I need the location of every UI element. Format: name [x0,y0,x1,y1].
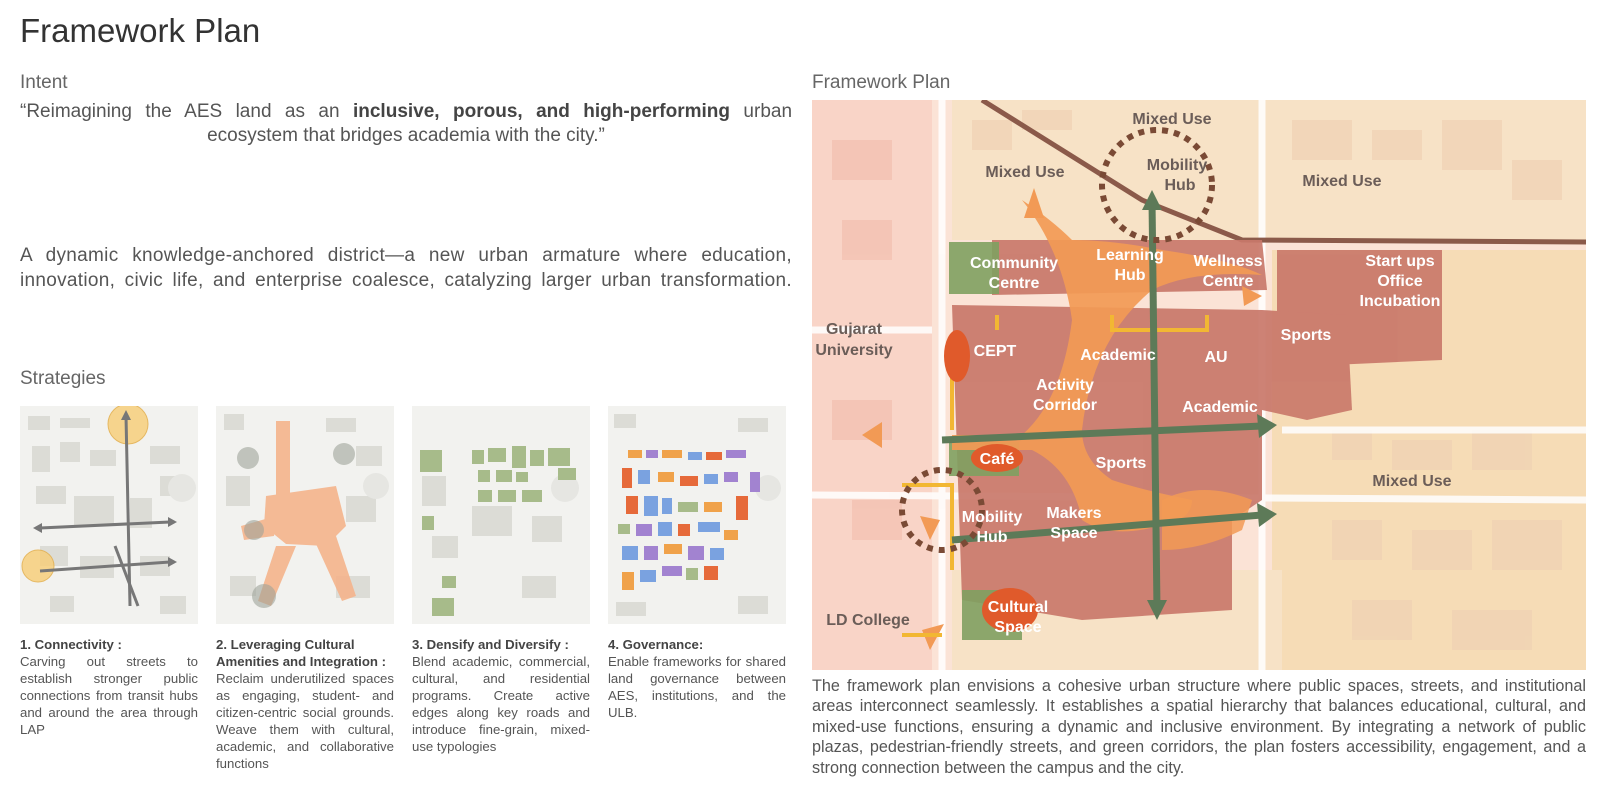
page-title: Framework Plan [20,12,261,49]
strategies-heading: Strategies [20,368,106,389]
label-makers-space-2: Space [1050,525,1098,542]
label-cafe: Café [979,451,1015,468]
strategy-governance-text [608,636,786,721]
label-activity-corridor-2: Corridor [1033,397,1097,414]
label-mobility-hub-top: Mobility [1146,157,1208,174]
strategy-title: 3. Densify and Diversify : [412,637,569,652]
strategy-title: 1. Connectivity : [20,637,122,652]
quote-end: urban ecosystem that bridges academia with the city.” [207,101,793,146]
label-activity-corridor: Activity [1036,377,1094,394]
label-startups: Start ups [1365,253,1435,270]
framework-description: The framework plan envisions a cohesive urban structure where public spaces, streets, and institutional areas interconnect seamlessly. It establishes a spatial hierarchy that balances educational, cultural, and mixed-use functions, ensuring a dynamic and inclusive environment. By integrating a network of public plazas, pedestrian-friendly streets, and green corridors, the plan fosters accessibility, engagement, and a strong connection between the campus and the city. [812,677,1586,777]
intent-quote [20,100,792,148]
strategy-cultural-text [216,636,394,772]
label-wellness-centre: Wellness [1193,253,1263,270]
strategy-title: 4. Governance: [608,637,704,652]
strategy-densify-text [412,636,590,755]
strategy-connectivity-text [20,636,198,738]
label-learning-hub: Learning [1096,247,1164,264]
label-learning-hub-2: Hub [1114,267,1146,284]
label-sports-right: Sports [1280,327,1332,344]
intent-description: A dynamic knowledge-anchored district—a new urban armature where education, innovation, civic life, and enterprise coalesce, catalyzing larger urban transformation. [20,245,792,291]
label-mobility-hub-bottom: Mobility [961,509,1023,526]
strategy-body: Reclaim underutilized spaces as engaging, student- and citizen-centric social grounds. Weave them with cultural, academic, and collaborative functions [216,671,394,771]
label-startups-office: Office [1377,273,1423,290]
label-cultural-space-2: Space [994,619,1042,636]
label-academic-2: Academic [1182,399,1258,416]
framework-plan-map [812,100,1586,670]
strategy-densify-diagram [412,406,590,624]
label-wellness-centre-2: Centre [1202,273,1254,290]
strategy-connectivity-diagram [20,406,198,624]
label-cultural-space: Cultural [987,599,1049,616]
label-mixed-use-left: Mixed Use [985,164,1065,181]
framework-heading: Framework Plan [812,72,951,93]
label-ld-college: LD College [826,612,910,629]
label-gujarat-university: Gujarat [825,321,883,338]
strategy-body: Carving out streets to establish stronger public connections from transit hubs and around the area through LAP [20,654,198,737]
quote-emphasis: inclusive, porous, and high-performing [352,101,730,122]
label-community-centre: Community [970,255,1058,272]
label-mixed-use-bottom: Mixed Use [1372,473,1452,490]
label-academic-1: Academic [1080,347,1156,364]
label-au: AU [1204,349,1228,366]
label-mobility-hub-bottom-2: Hub [976,529,1008,546]
label-startups-incubation: Incubation [1359,293,1441,310]
label-mixed-use-top: Mixed Use [1132,111,1212,128]
label-sports-center: Sports [1095,455,1147,472]
strategy-body: Enable frameworks for shared land governance between AES, institutions, and the ULB. [608,654,786,720]
label-community-centre-2: Centre [988,275,1040,292]
strategy-title: 2. Leveraging Cultural Amenities and Integration : [216,637,386,669]
intent-heading: Intent [20,72,68,93]
quote-start: “Reimagining the AES land as an [20,101,353,122]
label-mixed-use-right: Mixed Use [1302,173,1382,190]
strategy-governance-diagram [608,406,786,624]
strategy-cultural-diagram [216,406,394,624]
label-cept: CEPT [973,343,1017,360]
label-gujarat-university-2: University [815,342,893,359]
label-makers-space: Makers [1046,505,1102,522]
label-mobility-hub-top-2: Hub [1164,177,1196,194]
strategy-body: Blend academic, commercial, cultural, and residential programs. Create active edges along key roads and introduce fine-grain, mixed-use typologies [412,654,590,754]
